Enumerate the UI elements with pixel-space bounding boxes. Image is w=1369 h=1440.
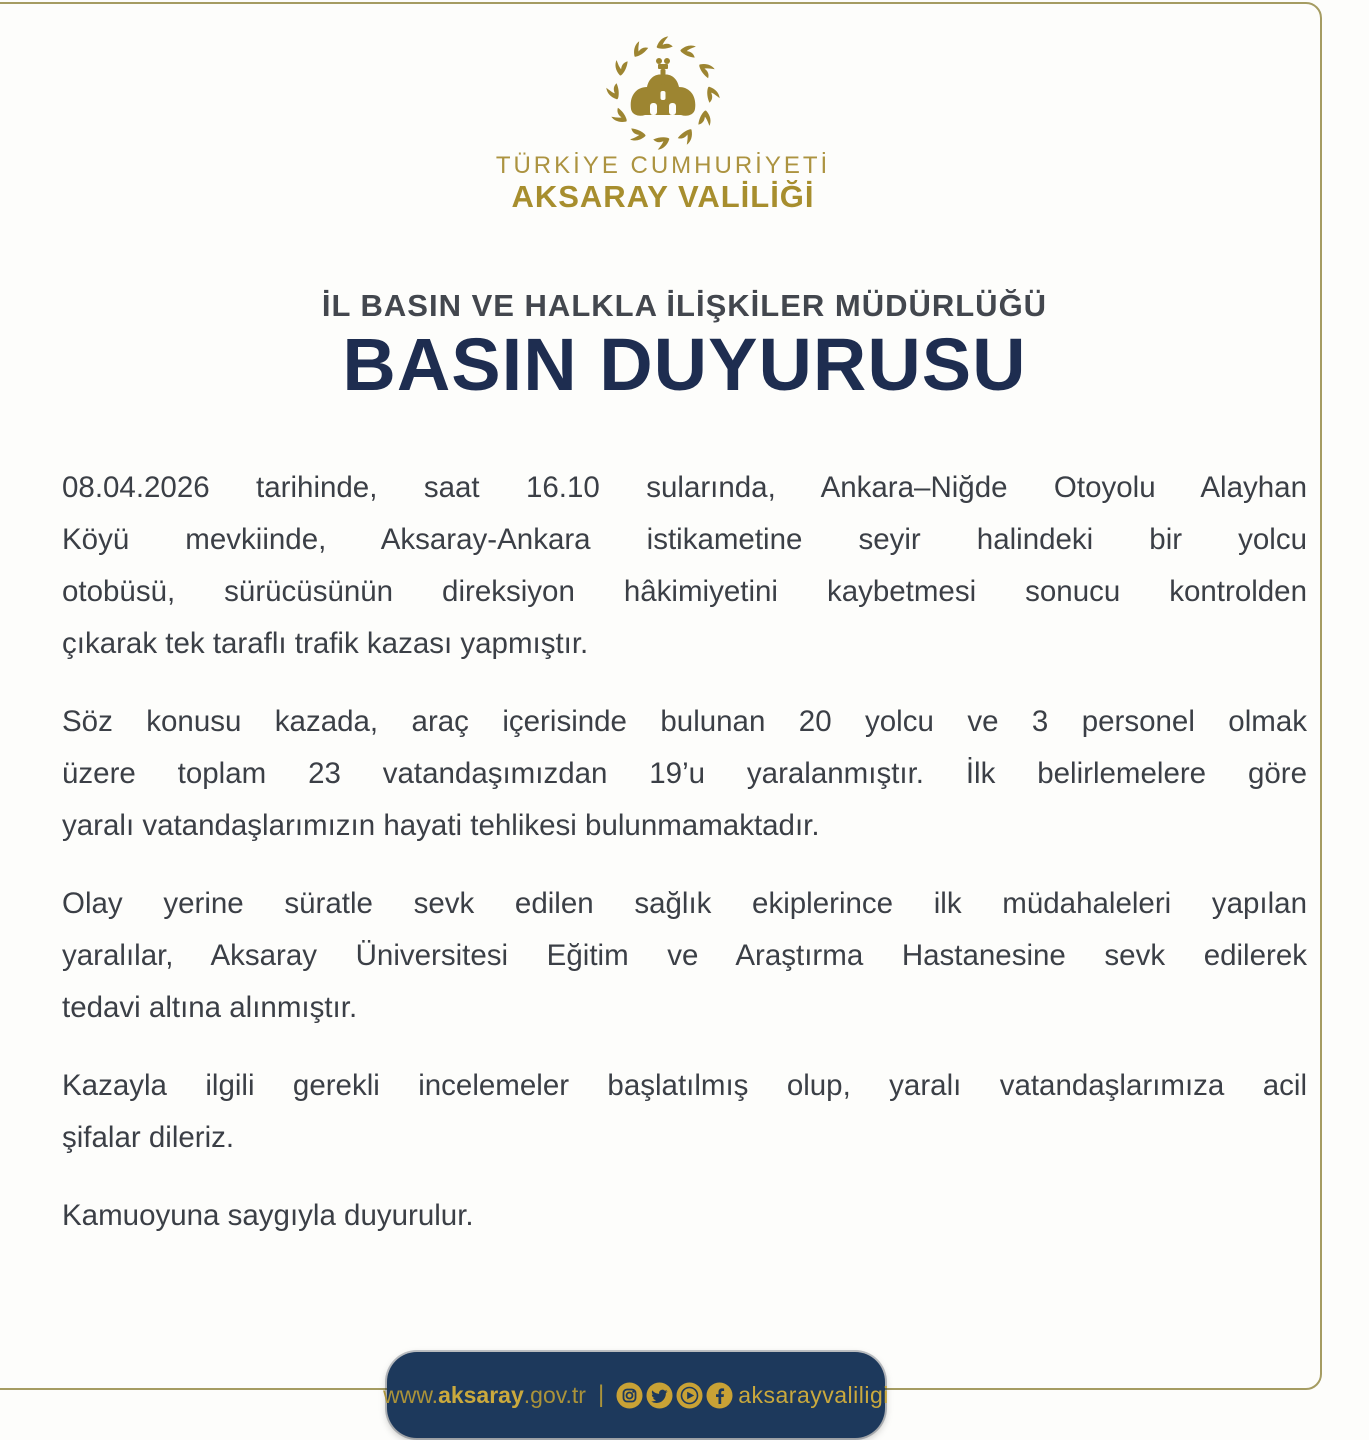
youtube-icon bbox=[676, 1382, 703, 1409]
body-paragraph bbox=[62, 878, 1307, 1034]
website-url bbox=[383, 1382, 586, 1409]
announcement-body bbox=[62, 462, 1307, 1268]
paragraph-line: çıkarak tek taraflı trafik kazası yapmıştır. bbox=[62, 627, 589, 660]
body-paragraph bbox=[62, 1060, 1307, 1164]
paragraph-line: Olay yerine süratle sevk edilen sağlık ekiplerince ilk müdahaleleri yapılan bbox=[62, 887, 1307, 920]
paragraph-line: Kazayla ilgili gerekli incelemeler başlatılmış olup, yaralı vatandaşlarımıza acil bbox=[62, 1069, 1307, 1102]
paragraph-line: Kamuoyuna saygıyla duyurulur. bbox=[62, 1199, 474, 1232]
website-url-domain: aksaray bbox=[438, 1381, 524, 1408]
paragraph-line: üzere toplam 23 vatandaşımızdan 19’u yaralanmıştır. İlk belirlemelere göre bbox=[62, 757, 1307, 790]
paragraph-line: yaralılar, Aksaray Üniversitesi Eğitim ve Araştırma Hastanesine sevk edilerek bbox=[62, 939, 1307, 972]
paragraph-line: şifalar dileriz. bbox=[62, 1121, 235, 1154]
body-paragraph bbox=[62, 1190, 1307, 1242]
governorship-emblem-icon bbox=[603, 33, 723, 153]
paragraph-line: Söz konusu kazada, araç içerisinde bulunan 20 yolcu ve 3 personel olmak bbox=[62, 705, 1307, 738]
body-paragraph bbox=[62, 696, 1307, 852]
paragraph-line: otobüsü, sürücüsünün direksiyon hâkimiyetini kaybetmesi sonucu kontrolden bbox=[62, 575, 1307, 608]
facebook-icon bbox=[706, 1382, 733, 1409]
social-handle: aksarayvaliligi bbox=[738, 1381, 889, 1408]
press-office-subtitle: İL BASIN VE HALKLA İLİŞKİLER MÜDÜRLÜĞÜ bbox=[321, 288, 1048, 323]
org-name-line1: TÜRKİYE CUMHURİYETİ bbox=[495, 152, 831, 179]
website-url-prefix: www. bbox=[383, 1381, 439, 1408]
footer-separator: | bbox=[597, 1381, 605, 1408]
social-icons-group bbox=[616, 1382, 733, 1409]
paragraph-line: Köyü mevkiinde, Aksaray-Ankara istikametine seyir halindeki bir yolcu bbox=[62, 523, 1307, 556]
body-paragraph bbox=[62, 462, 1307, 670]
press-announcement-title: BASIN DUYURUSU bbox=[342, 323, 1027, 406]
paragraph-line: tedavi altına alınmıştır. bbox=[62, 991, 358, 1024]
paragraph-line: 08.04.2026 tarihinde, saat 16.10 sularında, Ankara–Niğde Otoyolu Alayhan bbox=[62, 471, 1307, 504]
paragraph-line: yaralı vatandaşlarımızın hayati tehlikesi bulunmamaktadır. bbox=[62, 809, 820, 842]
footer-contact-bar bbox=[383, 1352, 889, 1438]
twitter-icon bbox=[646, 1382, 673, 1409]
instagram-icon bbox=[616, 1382, 643, 1409]
org-name-line2: AKSARAY VALİLİĞİ bbox=[511, 179, 815, 214]
website-url-suffix: .gov.tr bbox=[523, 1381, 586, 1408]
